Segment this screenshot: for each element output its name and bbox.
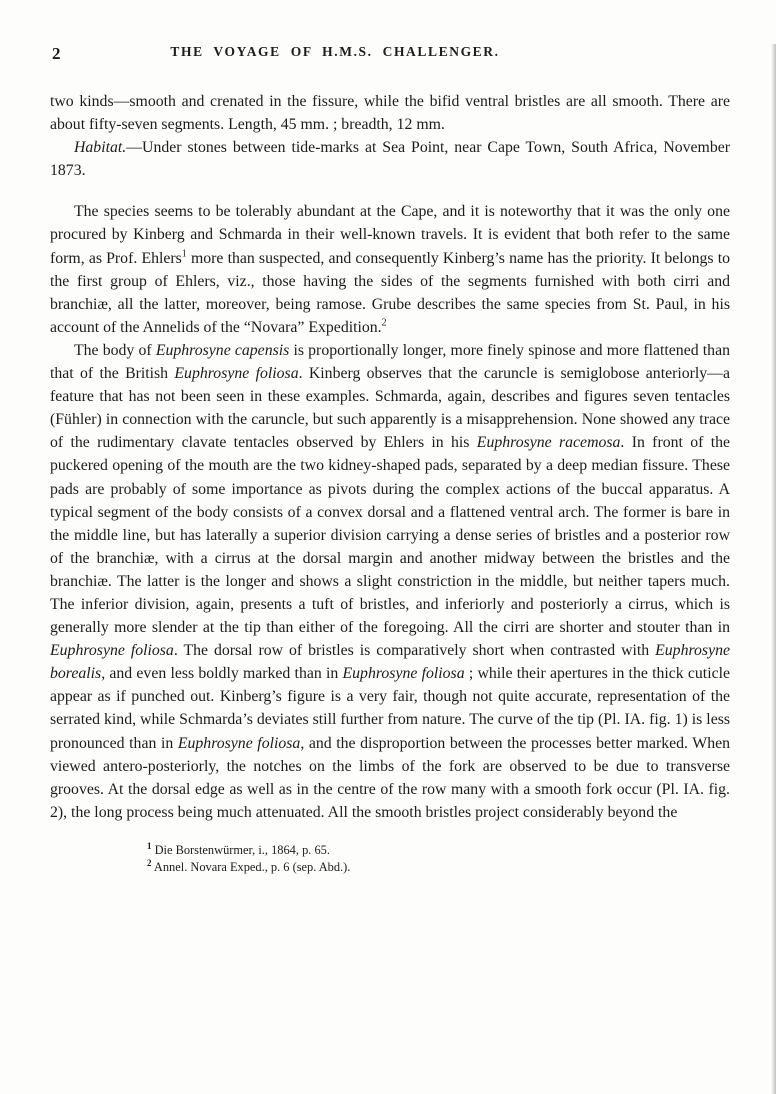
footnote-ref: 1 [181,248,187,260]
book-page [0,44,776,1094]
italic-text: Euphrosyne foliosa [177,734,301,752]
paragraph [50,136,730,182]
footnote [147,859,730,877]
text-run: —Under stones between tide-marks at Sea Point, near Cape Town, South Africa, November 1873. [50,139,730,180]
paragraph [50,339,730,824]
footnote-marker: 2 [147,858,152,869]
text-run: is proportionally longer, more finely spinose and more flattened than that of the British [50,341,730,383]
text-run: . In front of the puckered opening of the mouth are the two kidney-shaped pads, separated by a deep median fissure. These pads are probably of some importance as pivots during the complex actions of the buccal apparatus. A typical segment of the body consists of a convex dorsal and a flattened ventral arch. The former is bare in the middle line, but has laterally a superior division carrying a dense series of bristles and a posterior row of the branchiæ, with a cirrus at the dorsal margin and another midway between the bristles and the branchiæ. The latter is the longer and shows a slight constriction in the middle, but neither tapers much. The inferior division, again, presents a tuft of bristles, and inferiorly and posteriorly a cirrus, which is generally more slender at the tip than either of the foregoing. All the cirri are shorter and stouter than in [50,434,730,637]
italic-text: Euphrosyne foliosa [50,642,174,660]
scan-edge-shadow [771,44,776,1094]
text-run: The body of [74,341,156,359]
footnote-marker: 1 [147,840,152,851]
footnotes [147,842,730,877]
italic-text: Euphrosyne borealis [50,642,730,683]
running-title: THE VOYAGE OF H.M.S. CHALLENGER. [170,44,500,59]
italic-text: Habitat. [74,139,127,157]
italic-text: Euphrosyne foliosa [174,365,299,383]
text-run: . The dorsal row of bristles is comparatively short when contrasted with [173,642,656,660]
italic-text: Euphrosyne racemosa [476,434,621,452]
paragraph [50,90,730,136]
page-number: 2 [52,44,61,63]
text-run: , and even less boldly marked than in [101,665,343,683]
paragraph [50,200,730,339]
text-run: The species seems to be tolerably abundant at the Cape, and it is noteworthy that it was the only one procured by Kinberg and Schmarda in their well-known travels. It is evident that both refer to the same form, as Prof. Ehlers [50,203,730,267]
footnote [147,842,730,860]
footnote-text: Die Borstenwürmer, i., 1864, p. 65. [151,842,330,857]
footnote-text: Annel. Novara Exped., p. 6 (sep. Abd.). [151,860,351,875]
italic-text: Euphrosyne capensis [155,341,290,359]
text-run: , and the disproportion between the processes better marked. When viewed antero-posteriorly, the notches on the limbs of the fork are observed to be due to transverse grooves. At the dorsal edge as well as in the centre of the row many with a smooth fork occur (Pl. IA. fig. 2), the long process being much attenuated. All the smooth bristles project considerably beyond the [50,734,730,821]
text-run: ; while their apertures in the thick cuticle appear as if punched out. Kinberg’s figure is a very fair, though not quite accurate, representation of the serrated kind, while Schmarda’s deviates still further from nature. The curve of the tip (Pl. IA. fig. 1) is less pronounced than in [50,665,730,752]
body-text [50,90,730,824]
text-run: two kinds—smooth and crenated in the fissure, while the bifid ventral bristles are all smooth. There are about fifty-seven segments. Length, 45 mm. ; breadth, 12 mm. [50,93,730,134]
text-run: more than suspected, and consequently Kinberg’s name has the priority. It belongs to the first group of Ehlers, viz., those having the sides of the segments furnished with both cirri and branchiæ, all the latter, moreover, being ramose. Grube describes the same species from St. Paul, in his account of the Annelids of the “Novara” Expedition. [50,249,730,336]
footnote-ref: 2 [381,317,387,329]
text-run: . Kinberg observes that the caruncle is semiglobose anteriorly—a feature that has not been seen in these examples. Schmarda, again, describes and figures seven tentacles (Fühler) in connection with the caruncle, but such apparently is a misapprehension. None showed any trace of the rudimentary clavate tentacles observed by Ehlers in his [50,365,730,452]
italic-text: Euphrosyne foliosa [342,665,465,683]
running-head [50,44,730,66]
